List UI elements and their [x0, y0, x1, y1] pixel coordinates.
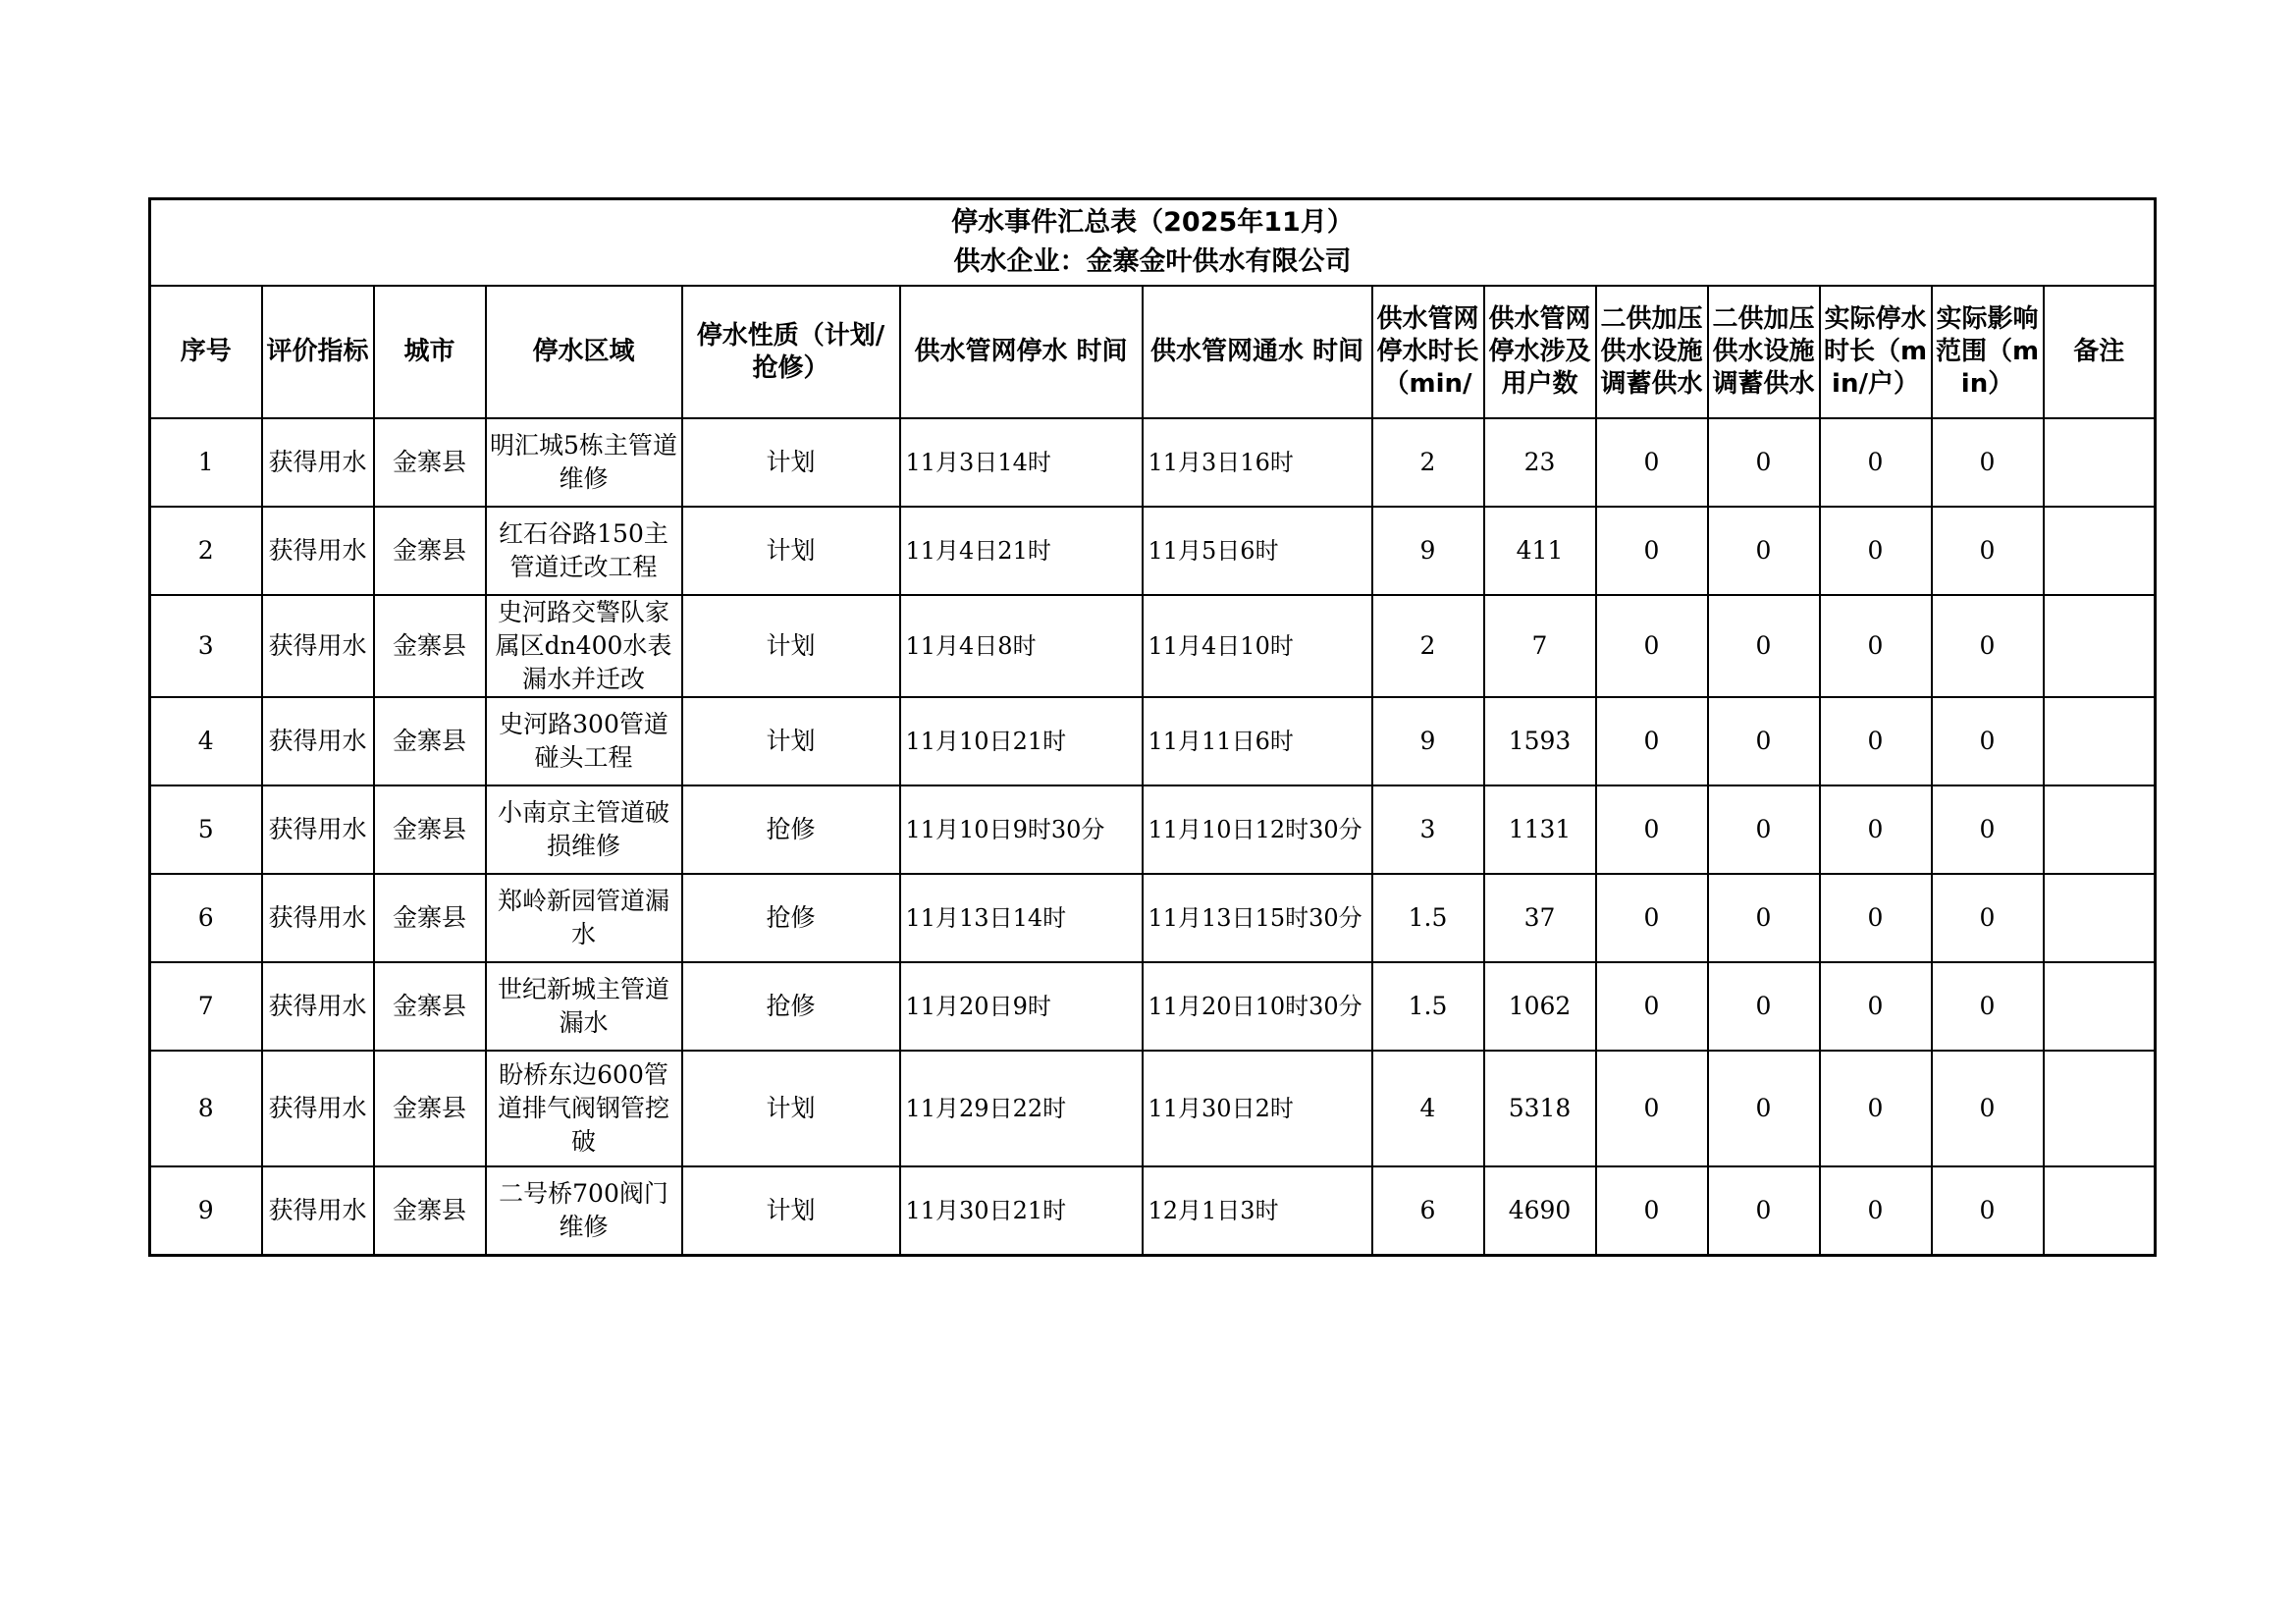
cell-no: 9	[150, 1166, 262, 1255]
cell-c3: 0	[1820, 874, 1932, 962]
table-row	[150, 962, 2156, 1051]
header-cell: 供水管网通水 时间	[1143, 286, 1372, 418]
cell-c4: 0	[1932, 874, 2044, 962]
cell-city: 金寨县	[374, 1166, 486, 1255]
cell-indicator: 获得用水	[262, 697, 374, 785]
cell-indicator: 获得用水	[262, 962, 374, 1051]
cell-c1: 0	[1596, 785, 1708, 874]
cell-no: 6	[150, 874, 262, 962]
cell-indicator: 获得用水	[262, 595, 374, 697]
cell-c4: 0	[1932, 785, 2044, 874]
header-cell: 停水区域	[486, 286, 682, 418]
table-title-cell	[150, 199, 2156, 287]
header-cell: 停水性质（计划/抢修）	[682, 286, 900, 418]
cell-c3: 0	[1820, 697, 1932, 785]
cell-note	[2044, 785, 2156, 874]
cell-c3: 0	[1820, 785, 1932, 874]
cell-type: 计划	[682, 1051, 900, 1166]
cell-c4: 0	[1932, 418, 2044, 507]
cell-city: 金寨县	[374, 1051, 486, 1166]
cell-duration: 4	[1372, 1051, 1484, 1166]
cell-stop-time: 11月10日9时30分	[900, 785, 1143, 874]
company-name: 供水企业：金寨金叶供水有限公司	[953, 246, 1352, 277]
cell-c4: 0	[1932, 507, 2044, 595]
cell-city: 金寨县	[374, 785, 486, 874]
table-row	[150, 785, 2156, 874]
cell-area: 世纪新城主管道漏水	[486, 962, 682, 1051]
cell-c2: 0	[1708, 874, 1820, 962]
cell-area: 小南京主管道破损维修	[486, 785, 682, 874]
cell-note	[2044, 874, 2156, 962]
cell-no: 5	[150, 785, 262, 874]
cell-c2: 0	[1708, 1166, 1820, 1255]
cell-note	[2044, 595, 2156, 697]
header-cell: 实际影响范围（min）	[1932, 286, 2044, 418]
header-cell: 备注	[2044, 286, 2156, 418]
cell-indicator: 获得用水	[262, 785, 374, 874]
cell-c4: 0	[1932, 697, 2044, 785]
cell-city: 金寨县	[374, 874, 486, 962]
cell-restore-time: 11月11日6时	[1143, 697, 1372, 785]
cell-note	[2044, 962, 2156, 1051]
header-cell: 实际停水时长（min/户）	[1820, 286, 1932, 418]
cell-c2: 0	[1708, 418, 1820, 507]
cell-city: 金寨县	[374, 595, 486, 697]
cell-area: 红石谷路150主管道迁改工程	[486, 507, 682, 595]
cell-restore-time: 11月5日6时	[1143, 507, 1372, 595]
cell-c1: 0	[1596, 962, 1708, 1051]
cell-indicator: 获得用水	[262, 874, 374, 962]
cell-c3: 0	[1820, 418, 1932, 507]
cell-users: 411	[1484, 507, 1596, 595]
header-cell: 二供加压供水设施调蓄供水	[1708, 286, 1820, 418]
header-cell: 评价指标	[262, 286, 374, 418]
cell-stop-time: 11月3日14时	[900, 418, 1143, 507]
cell-note	[2044, 1166, 2156, 1255]
cell-stop-time: 11月4日21时	[900, 507, 1143, 595]
cell-no: 8	[150, 1051, 262, 1166]
cell-users: 4690	[1484, 1166, 1596, 1255]
cell-stop-time: 11月13日14时	[900, 874, 1143, 962]
cell-duration: 1.5	[1372, 962, 1484, 1051]
cell-note	[2044, 697, 2156, 785]
cell-c1: 0	[1596, 697, 1708, 785]
table-row	[150, 1166, 2156, 1255]
table-row	[150, 1051, 2156, 1166]
cell-duration: 6	[1372, 1166, 1484, 1255]
cell-c4: 0	[1932, 1051, 2044, 1166]
cell-note	[2044, 418, 2156, 507]
cell-c2: 0	[1708, 507, 1820, 595]
cell-type: 计划	[682, 507, 900, 595]
table-row	[150, 697, 2156, 785]
cell-city: 金寨县	[374, 697, 486, 785]
cell-stop-time: 11月29日22时	[900, 1051, 1143, 1166]
header-cell: 序号	[150, 286, 262, 418]
cell-area: 明汇城5栋主管道维修	[486, 418, 682, 507]
cell-duration: 2	[1372, 418, 1484, 507]
cell-indicator: 获得用水	[262, 507, 374, 595]
cell-area: 二号桥700阀门维修	[486, 1166, 682, 1255]
table-title: 停水事件汇总表（2025年11月）	[951, 207, 1354, 238]
cell-stop-time: 11月20日9时	[900, 962, 1143, 1051]
cell-duration: 9	[1372, 697, 1484, 785]
cell-city: 金寨县	[374, 507, 486, 595]
cell-c3: 0	[1820, 1051, 1932, 1166]
cell-c2: 0	[1708, 962, 1820, 1051]
cell-duration: 3	[1372, 785, 1484, 874]
cell-c2: 0	[1708, 697, 1820, 785]
cell-note	[2044, 1051, 2156, 1166]
cell-c2: 0	[1708, 785, 1820, 874]
cell-restore-time: 11月10日12时30分	[1143, 785, 1372, 874]
cell-restore-time: 11月13日15时30分	[1143, 874, 1372, 962]
cell-type: 计划	[682, 418, 900, 507]
cell-area: 郑岭新园管道漏水	[486, 874, 682, 962]
cell-no: 3	[150, 595, 262, 697]
table-row	[150, 507, 2156, 595]
cell-restore-time: 11月3日16时	[1143, 418, 1372, 507]
cell-type: 抢修	[682, 962, 900, 1051]
outage-summary-table	[148, 197, 2157, 1257]
cell-c1: 0	[1596, 1166, 1708, 1255]
cell-c1: 0	[1596, 418, 1708, 507]
cell-users: 37	[1484, 874, 1596, 962]
cell-c4: 0	[1932, 1166, 2044, 1255]
cell-type: 抢修	[682, 874, 900, 962]
cell-users: 5318	[1484, 1051, 1596, 1166]
table-row	[150, 874, 2156, 962]
cell-indicator: 获得用水	[262, 1166, 374, 1255]
cell-c1: 0	[1596, 1051, 1708, 1166]
cell-c1: 0	[1596, 507, 1708, 595]
cell-c1: 0	[1596, 595, 1708, 697]
cell-users: 1062	[1484, 962, 1596, 1051]
cell-users: 1593	[1484, 697, 1596, 785]
cell-type: 抢修	[682, 785, 900, 874]
cell-duration: 9	[1372, 507, 1484, 595]
cell-duration: 2	[1372, 595, 1484, 697]
table-row	[150, 418, 2156, 507]
cell-restore-time: 11月4日10时	[1143, 595, 1372, 697]
cell-area: 史河路交警队家属区dn400水表漏水并迁改	[486, 595, 682, 697]
header-cell: 城市	[374, 286, 486, 418]
cell-indicator: 获得用水	[262, 418, 374, 507]
cell-stop-time: 11月30日21时	[900, 1166, 1143, 1255]
cell-users: 1131	[1484, 785, 1596, 874]
header-cell: 供水管网停水涉及用户数	[1484, 286, 1596, 418]
cell-restore-time: 12月1日3时	[1143, 1166, 1372, 1255]
cell-users: 7	[1484, 595, 1596, 697]
cell-area: 史河路300管道碰头工程	[486, 697, 682, 785]
cell-c2: 0	[1708, 595, 1820, 697]
cell-stop-time: 11月4日8时	[900, 595, 1143, 697]
cell-no: 7	[150, 962, 262, 1051]
cell-stop-time: 11月10日21时	[900, 697, 1143, 785]
cell-restore-time: 11月20日10时30分	[1143, 962, 1372, 1051]
cell-c4: 0	[1932, 962, 2044, 1051]
cell-type: 计划	[682, 595, 900, 697]
cell-c3: 0	[1820, 1166, 1932, 1255]
cell-c2: 0	[1708, 1051, 1820, 1166]
cell-duration: 1.5	[1372, 874, 1484, 962]
cell-c1: 0	[1596, 874, 1708, 962]
cell-type: 计划	[682, 697, 900, 785]
cell-c3: 0	[1820, 507, 1932, 595]
cell-city: 金寨县	[374, 962, 486, 1051]
cell-note	[2044, 507, 2156, 595]
cell-c4: 0	[1932, 595, 2044, 697]
cell-city: 金寨县	[374, 418, 486, 507]
cell-indicator: 获得用水	[262, 1051, 374, 1166]
cell-no: 1	[150, 418, 262, 507]
cell-c3: 0	[1820, 962, 1932, 1051]
cell-no: 2	[150, 507, 262, 595]
table-row	[150, 595, 2156, 697]
header-row	[150, 286, 2156, 418]
cell-users: 23	[1484, 418, 1596, 507]
cell-no: 4	[150, 697, 262, 785]
cell-restore-time: 11月30日2时	[1143, 1051, 1372, 1166]
header-cell: 供水管网停水时长（min/	[1372, 286, 1484, 418]
cell-type: 计划	[682, 1166, 900, 1255]
cell-c3: 0	[1820, 595, 1932, 697]
header-cell: 二供加压供水设施调蓄供水	[1596, 286, 1708, 418]
cell-area: 盼桥东边600管道排气阀钢管挖破	[486, 1051, 682, 1166]
header-cell: 供水管网停水 时间	[900, 286, 1143, 418]
